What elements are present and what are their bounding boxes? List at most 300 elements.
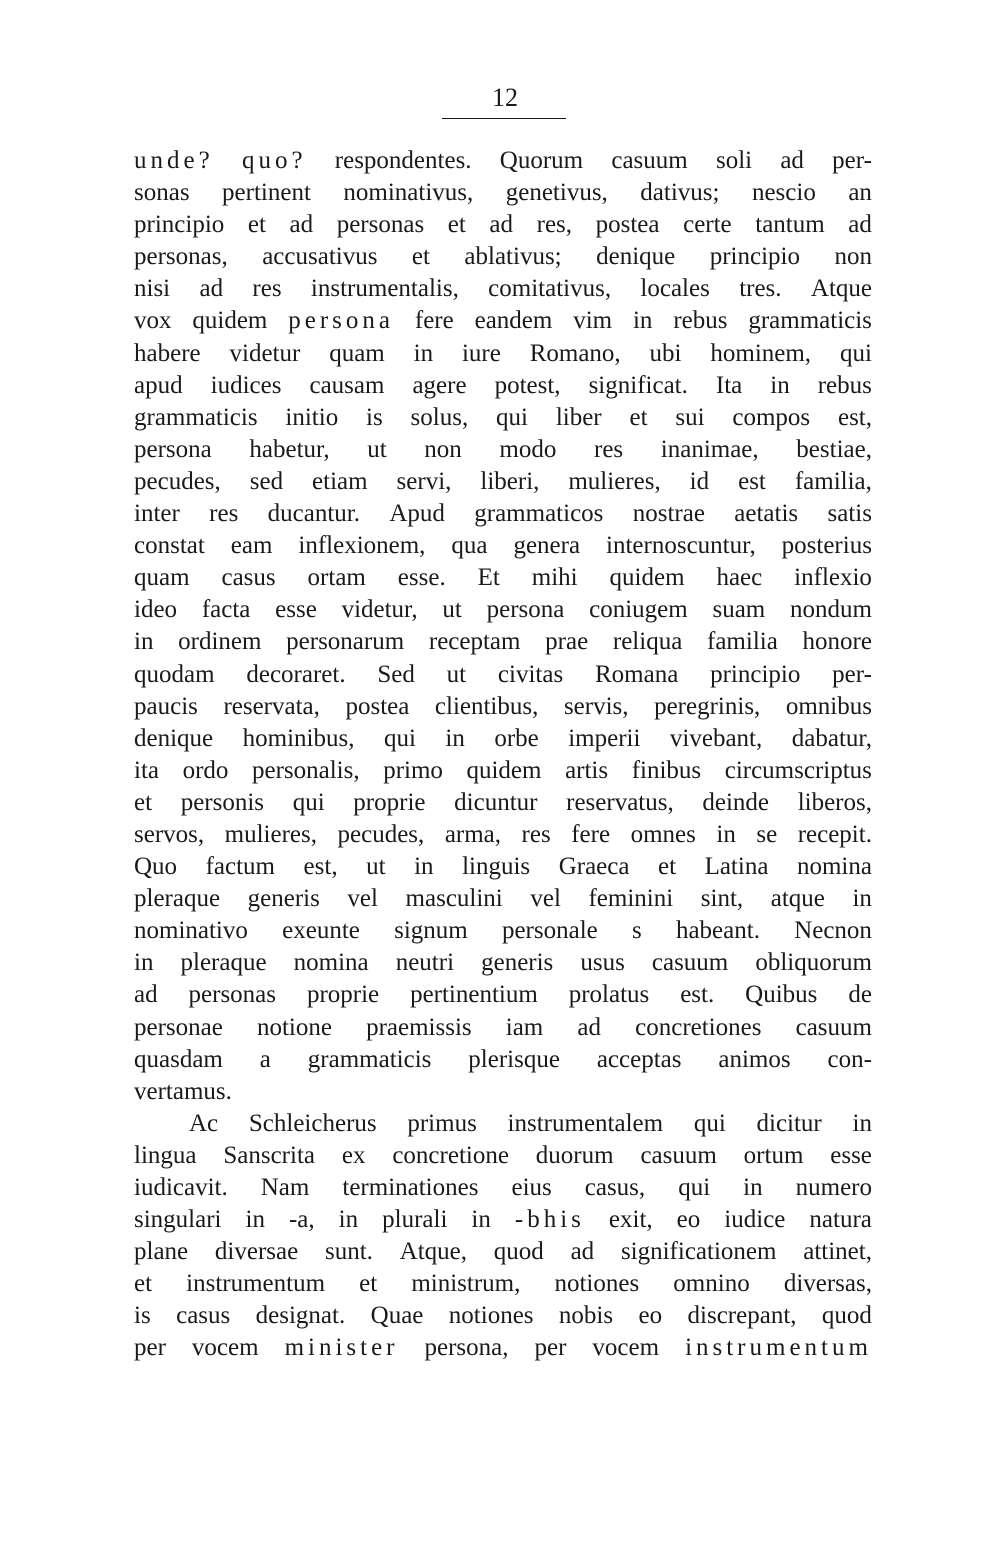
word: vel	[347, 885, 378, 913]
word: ad	[199, 275, 224, 303]
word: Nam	[260, 1174, 310, 1201]
word: nondum	[790, 596, 872, 624]
word: res	[521, 820, 551, 848]
word: Romana	[594, 660, 679, 688]
word: per-	[832, 660, 872, 688]
word: servis,	[563, 692, 629, 720]
word: grammaticos	[474, 500, 604, 528]
word: est	[738, 467, 766, 495]
word: solus,	[410, 403, 469, 431]
word: Ac	[189, 1109, 219, 1137]
word: liberos,	[797, 788, 872, 816]
text-line	[134, 1332, 872, 1364]
word: in	[134, 949, 154, 977]
word: iudicavit.	[134, 1174, 228, 1201]
word: casuum	[795, 1013, 872, 1041]
text-line	[134, 402, 872, 434]
word: ad	[570, 1238, 595, 1266]
word: per-	[832, 147, 872, 174]
word: in	[852, 885, 872, 913]
word: eo	[638, 1302, 663, 1330]
word: attinet,	[803, 1238, 872, 1266]
word: et	[134, 788, 153, 816]
text-line	[134, 979, 872, 1011]
word: de	[848, 981, 872, 1009]
word: dicitur	[756, 1109, 822, 1137]
word: qui	[693, 1109, 726, 1137]
text-line	[134, 819, 872, 851]
word: notione	[256, 1013, 332, 1041]
word: per	[134, 1334, 166, 1362]
word: a	[259, 1045, 271, 1073]
word: sint,	[700, 885, 744, 913]
word: Graeca	[558, 853, 630, 881]
word: coniugem	[589, 596, 688, 624]
word: reservata,	[223, 692, 320, 720]
text-line	[134, 498, 872, 530]
word: instrumentum	[186, 1270, 326, 1298]
word: ad	[489, 211, 514, 239]
word: Quae	[370, 1302, 424, 1330]
word: dativus;	[640, 179, 720, 207]
word: casus,	[584, 1174, 646, 1201]
word: Quorum	[499, 147, 584, 174]
word: finibus	[631, 756, 702, 784]
word: respondentes.	[334, 147, 472, 174]
word: suam	[712, 596, 766, 624]
word: et	[247, 211, 266, 239]
word: concretiones	[635, 1013, 762, 1041]
word: Romano,	[529, 339, 621, 367]
word: personae	[134, 1013, 223, 1041]
word: sed	[249, 467, 284, 495]
word: circumscriptus	[724, 756, 872, 784]
word: grammaticis	[748, 307, 872, 335]
word: casuum	[651, 949, 729, 977]
word: numero	[795, 1174, 872, 1201]
word: dabatur,	[791, 724, 872, 752]
text-line	[134, 723, 872, 755]
text-line	[134, 755, 872, 787]
word: et	[359, 1270, 378, 1298]
word: decoraret.	[246, 660, 346, 688]
word: Apud	[389, 500, 445, 528]
word: quam	[134, 564, 190, 592]
text-line	[134, 787, 872, 819]
word: ortum	[743, 1141, 804, 1169]
word: res	[209, 500, 239, 528]
word: tres.	[739, 275, 782, 303]
word: ex	[341, 1141, 366, 1169]
word: clientibus,	[434, 692, 539, 720]
word: deinde	[702, 788, 770, 816]
word: significationem	[620, 1238, 777, 1266]
text-line	[134, 530, 872, 562]
word: duorum	[535, 1141, 614, 1169]
word: Necnon	[794, 917, 872, 945]
word: Quo	[134, 853, 178, 881]
word: initio	[285, 403, 339, 431]
word: quod	[821, 1302, 872, 1330]
word: nomina	[293, 949, 369, 977]
text-line	[134, 305, 872, 337]
text-line	[134, 594, 872, 626]
word: ordinem	[178, 628, 262, 656]
word: res	[252, 275, 282, 303]
word: recepit.	[797, 820, 872, 848]
text-line	[134, 1140, 872, 1172]
word: con-	[827, 1045, 872, 1073]
word: personis	[180, 788, 265, 816]
word: quam	[329, 339, 385, 367]
word: ideo	[134, 596, 178, 624]
word: dicuntur	[454, 788, 538, 816]
word: habetur,	[249, 435, 330, 463]
word: satis	[827, 500, 872, 528]
word: in	[471, 1206, 491, 1234]
word: lingua	[134, 1141, 197, 1169]
word: Schleicherus	[248, 1109, 377, 1137]
word: animos	[718, 1045, 791, 1073]
word: potest,	[494, 371, 561, 399]
word: videtur	[229, 339, 301, 367]
text-line	[134, 434, 872, 466]
word: ubi	[649, 339, 682, 367]
word: ut	[442, 596, 462, 624]
word: omnino	[673, 1270, 750, 1298]
word: nominativo	[134, 917, 248, 945]
word: apud	[134, 371, 183, 399]
word: id	[689, 467, 710, 495]
spaced-word: minister	[284, 1334, 399, 1362]
text-line	[134, 1044, 872, 1076]
word: ad	[848, 211, 872, 239]
word: omnes	[630, 820, 696, 848]
word: ministrum,	[411, 1270, 521, 1298]
word: postea	[345, 692, 410, 720]
word: vel	[530, 885, 561, 913]
word: hominem,	[710, 339, 812, 367]
word: obliquorum	[755, 949, 872, 977]
word: et	[629, 403, 648, 431]
word: sonas	[134, 179, 190, 207]
word: pecudes,	[134, 467, 221, 495]
word: eandem	[474, 307, 553, 335]
word: Et	[477, 564, 500, 592]
word: linguis	[462, 853, 531, 881]
word: principio	[709, 243, 800, 271]
word: ut	[367, 435, 387, 463]
word: plerisque	[468, 1045, 560, 1073]
word: Sanscrita	[223, 1141, 315, 1169]
word: comitativus,	[488, 275, 612, 303]
word: ad	[289, 211, 314, 239]
word: casuum	[640, 1141, 717, 1169]
word: is	[134, 1302, 151, 1330]
word: ita	[134, 756, 159, 784]
spaced-word: instrumentum	[685, 1334, 872, 1362]
word: designat.	[255, 1302, 346, 1330]
word: familia	[707, 628, 778, 656]
word: peregrinis,	[654, 692, 761, 720]
word: qua	[451, 532, 488, 560]
spaced-word: persona	[288, 307, 394, 335]
word: generis	[481, 949, 554, 977]
word: etiam	[312, 467, 368, 495]
word: iudice	[724, 1206, 786, 1234]
word: certe	[683, 211, 732, 239]
word: in	[413, 339, 434, 367]
word: usus	[580, 949, 625, 977]
word: servos,	[134, 820, 205, 848]
word: vocem	[191, 1334, 259, 1362]
word: artis	[565, 756, 609, 784]
spaced-word: quo?	[241, 147, 307, 174]
word: exit,	[608, 1206, 653, 1234]
text-line	[134, 659, 872, 691]
word: qui	[292, 788, 325, 816]
text-line	[134, 1012, 872, 1044]
word: instrumentalem	[507, 1109, 664, 1137]
word: locales	[640, 275, 710, 303]
word: feminini	[588, 885, 674, 913]
word: nescio	[751, 179, 816, 207]
word: personas	[188, 981, 277, 1009]
word: masculini	[405, 885, 503, 913]
word: natura	[809, 1206, 872, 1234]
word: notiones	[554, 1270, 640, 1298]
word: s	[631, 917, 642, 945]
word: vivebant,	[669, 724, 763, 752]
word: liberi,	[480, 467, 540, 495]
word: Quibus	[745, 981, 818, 1009]
text-line	[134, 1108, 872, 1140]
word: persona	[486, 596, 565, 624]
word: in	[632, 307, 653, 335]
word: in	[743, 1174, 763, 1201]
word: internoscuntur,	[606, 532, 756, 560]
word: in	[445, 724, 465, 752]
word: non	[834, 243, 872, 271]
word: rebus	[817, 371, 872, 399]
word: res	[594, 435, 624, 463]
word: ad	[577, 1013, 601, 1041]
text-line	[134, 209, 872, 241]
word: ut	[366, 853, 386, 881]
word: sui	[675, 403, 705, 431]
word: compos	[732, 403, 811, 431]
word: diversas,	[783, 1270, 872, 1298]
word: ducantur.	[267, 500, 361, 528]
word: et	[657, 853, 677, 881]
word: ad	[134, 981, 158, 1009]
word: exeunte	[282, 917, 360, 945]
text-line	[134, 1076, 872, 1108]
text-line	[134, 947, 872, 979]
word: esse	[830, 1141, 872, 1169]
word: videtur,	[341, 596, 418, 624]
text-line	[134, 1300, 872, 1332]
word: plane	[134, 1238, 189, 1266]
word: et	[134, 1270, 153, 1298]
word: grammaticis	[307, 1045, 432, 1073]
word: habere	[134, 339, 201, 367]
word: discrepant,	[687, 1302, 797, 1330]
word: personale	[501, 917, 598, 945]
word: paucis	[134, 692, 198, 720]
word: quidem	[192, 307, 268, 335]
word: singulari	[134, 1206, 222, 1234]
word: iudices	[210, 371, 282, 399]
text-line	[134, 1204, 872, 1236]
word: sunt.	[324, 1238, 373, 1266]
word: eius	[511, 1174, 552, 1201]
word: hominibus,	[242, 724, 355, 752]
text-line	[134, 370, 872, 402]
word: constat	[134, 532, 205, 560]
text-line	[134, 691, 872, 723]
word: aetatis	[734, 500, 799, 528]
word: vertamus.	[134, 1077, 232, 1105]
word: casuum	[611, 147, 688, 174]
word: prae	[545, 628, 589, 656]
word: in	[338, 1206, 359, 1234]
word: significat.	[588, 371, 688, 399]
word: denique	[134, 724, 214, 752]
word: in	[716, 820, 736, 848]
word: fere	[571, 820, 611, 848]
word: pleraque	[134, 885, 221, 913]
word: nisi	[134, 275, 171, 303]
word: ablativus;	[464, 243, 562, 271]
word: an	[848, 179, 872, 207]
word: personas,	[134, 243, 228, 271]
word: grammaticis	[134, 403, 258, 431]
word: arma,	[444, 820, 502, 848]
text-line	[134, 883, 872, 915]
word: et	[411, 243, 430, 271]
text-line	[134, 145, 872, 177]
word: inflexio	[794, 564, 872, 592]
word: Sed	[377, 660, 415, 688]
text-line	[134, 562, 872, 594]
word: principio	[710, 660, 801, 688]
word: prolatus	[568, 981, 650, 1009]
word: nobis	[558, 1302, 614, 1330]
word: non	[424, 435, 462, 463]
word: quidem	[609, 564, 685, 592]
word: diversae	[214, 1238, 299, 1266]
word: acceptas	[596, 1045, 682, 1073]
word: ortam	[307, 564, 366, 592]
text-line	[134, 851, 872, 883]
body-text	[134, 145, 872, 1365]
word: primo	[383, 756, 443, 784]
word: familia,	[794, 467, 872, 495]
word: Latina	[704, 853, 769, 881]
page-number-rule	[442, 118, 566, 119]
word: imperii	[568, 724, 641, 752]
word: -a,	[288, 1206, 315, 1234]
word: soli	[715, 147, 753, 174]
word: in	[414, 853, 434, 881]
word: casus	[176, 1302, 231, 1330]
text-line	[134, 177, 872, 209]
word: quodam	[134, 660, 215, 688]
word: omnibus	[785, 692, 872, 720]
word: plurali	[382, 1206, 448, 1234]
word: nomina	[796, 853, 872, 881]
word: qui	[383, 724, 416, 752]
word: agere	[412, 371, 467, 399]
word: mihi	[531, 564, 578, 592]
word: principio	[134, 211, 225, 239]
word: habeant.	[675, 917, 760, 945]
word: atque	[770, 885, 825, 913]
text-line	[134, 1172, 872, 1204]
word: reservatus,	[566, 788, 674, 816]
word: proprie	[306, 981, 380, 1009]
word: civitas	[497, 660, 564, 688]
word: personarum	[286, 628, 405, 656]
word: est,	[303, 853, 338, 881]
word: genetivus,	[505, 179, 608, 207]
text-line	[134, 1236, 872, 1268]
word: persona	[134, 435, 212, 463]
spaced-word: -bhis	[514, 1206, 585, 1234]
word: postea	[595, 211, 660, 239]
word: pertinent	[222, 179, 311, 207]
word: mulieres,	[224, 820, 317, 848]
word: iam	[505, 1013, 544, 1041]
word: pecudes,	[337, 820, 425, 848]
word: qui	[839, 339, 872, 367]
word: genera	[513, 532, 581, 560]
word: liber	[555, 403, 602, 431]
word: tantum	[755, 211, 825, 239]
text-line	[134, 466, 872, 498]
word: ordo	[182, 756, 229, 784]
word: primus	[407, 1109, 477, 1137]
word: personalis,	[251, 756, 360, 784]
word: vim	[573, 307, 613, 335]
text-line	[134, 626, 872, 658]
word: mulieres,	[568, 467, 661, 495]
word: ad	[780, 147, 804, 174]
spaced-word: unde?	[134, 147, 214, 174]
word: vox	[134, 307, 172, 335]
word: pertinentium	[410, 981, 538, 1009]
word: esse	[275, 596, 317, 624]
text-line	[134, 273, 872, 305]
word: fere	[414, 307, 454, 335]
word: bestiae,	[796, 435, 872, 463]
word: est.	[680, 981, 715, 1009]
word: honore	[802, 628, 872, 656]
word: eam	[230, 532, 273, 560]
word: notiones	[448, 1302, 534, 1330]
word: esse.	[397, 564, 446, 592]
word: terminationes	[342, 1174, 479, 1201]
text-line	[134, 241, 872, 273]
word: haec	[716, 564, 763, 592]
word: inanimae,	[660, 435, 759, 463]
word: pleraque	[180, 949, 267, 977]
word: generis	[247, 885, 320, 913]
word: personas	[336, 211, 425, 239]
word: modo	[499, 435, 557, 463]
page-number: 12	[492, 83, 518, 112]
